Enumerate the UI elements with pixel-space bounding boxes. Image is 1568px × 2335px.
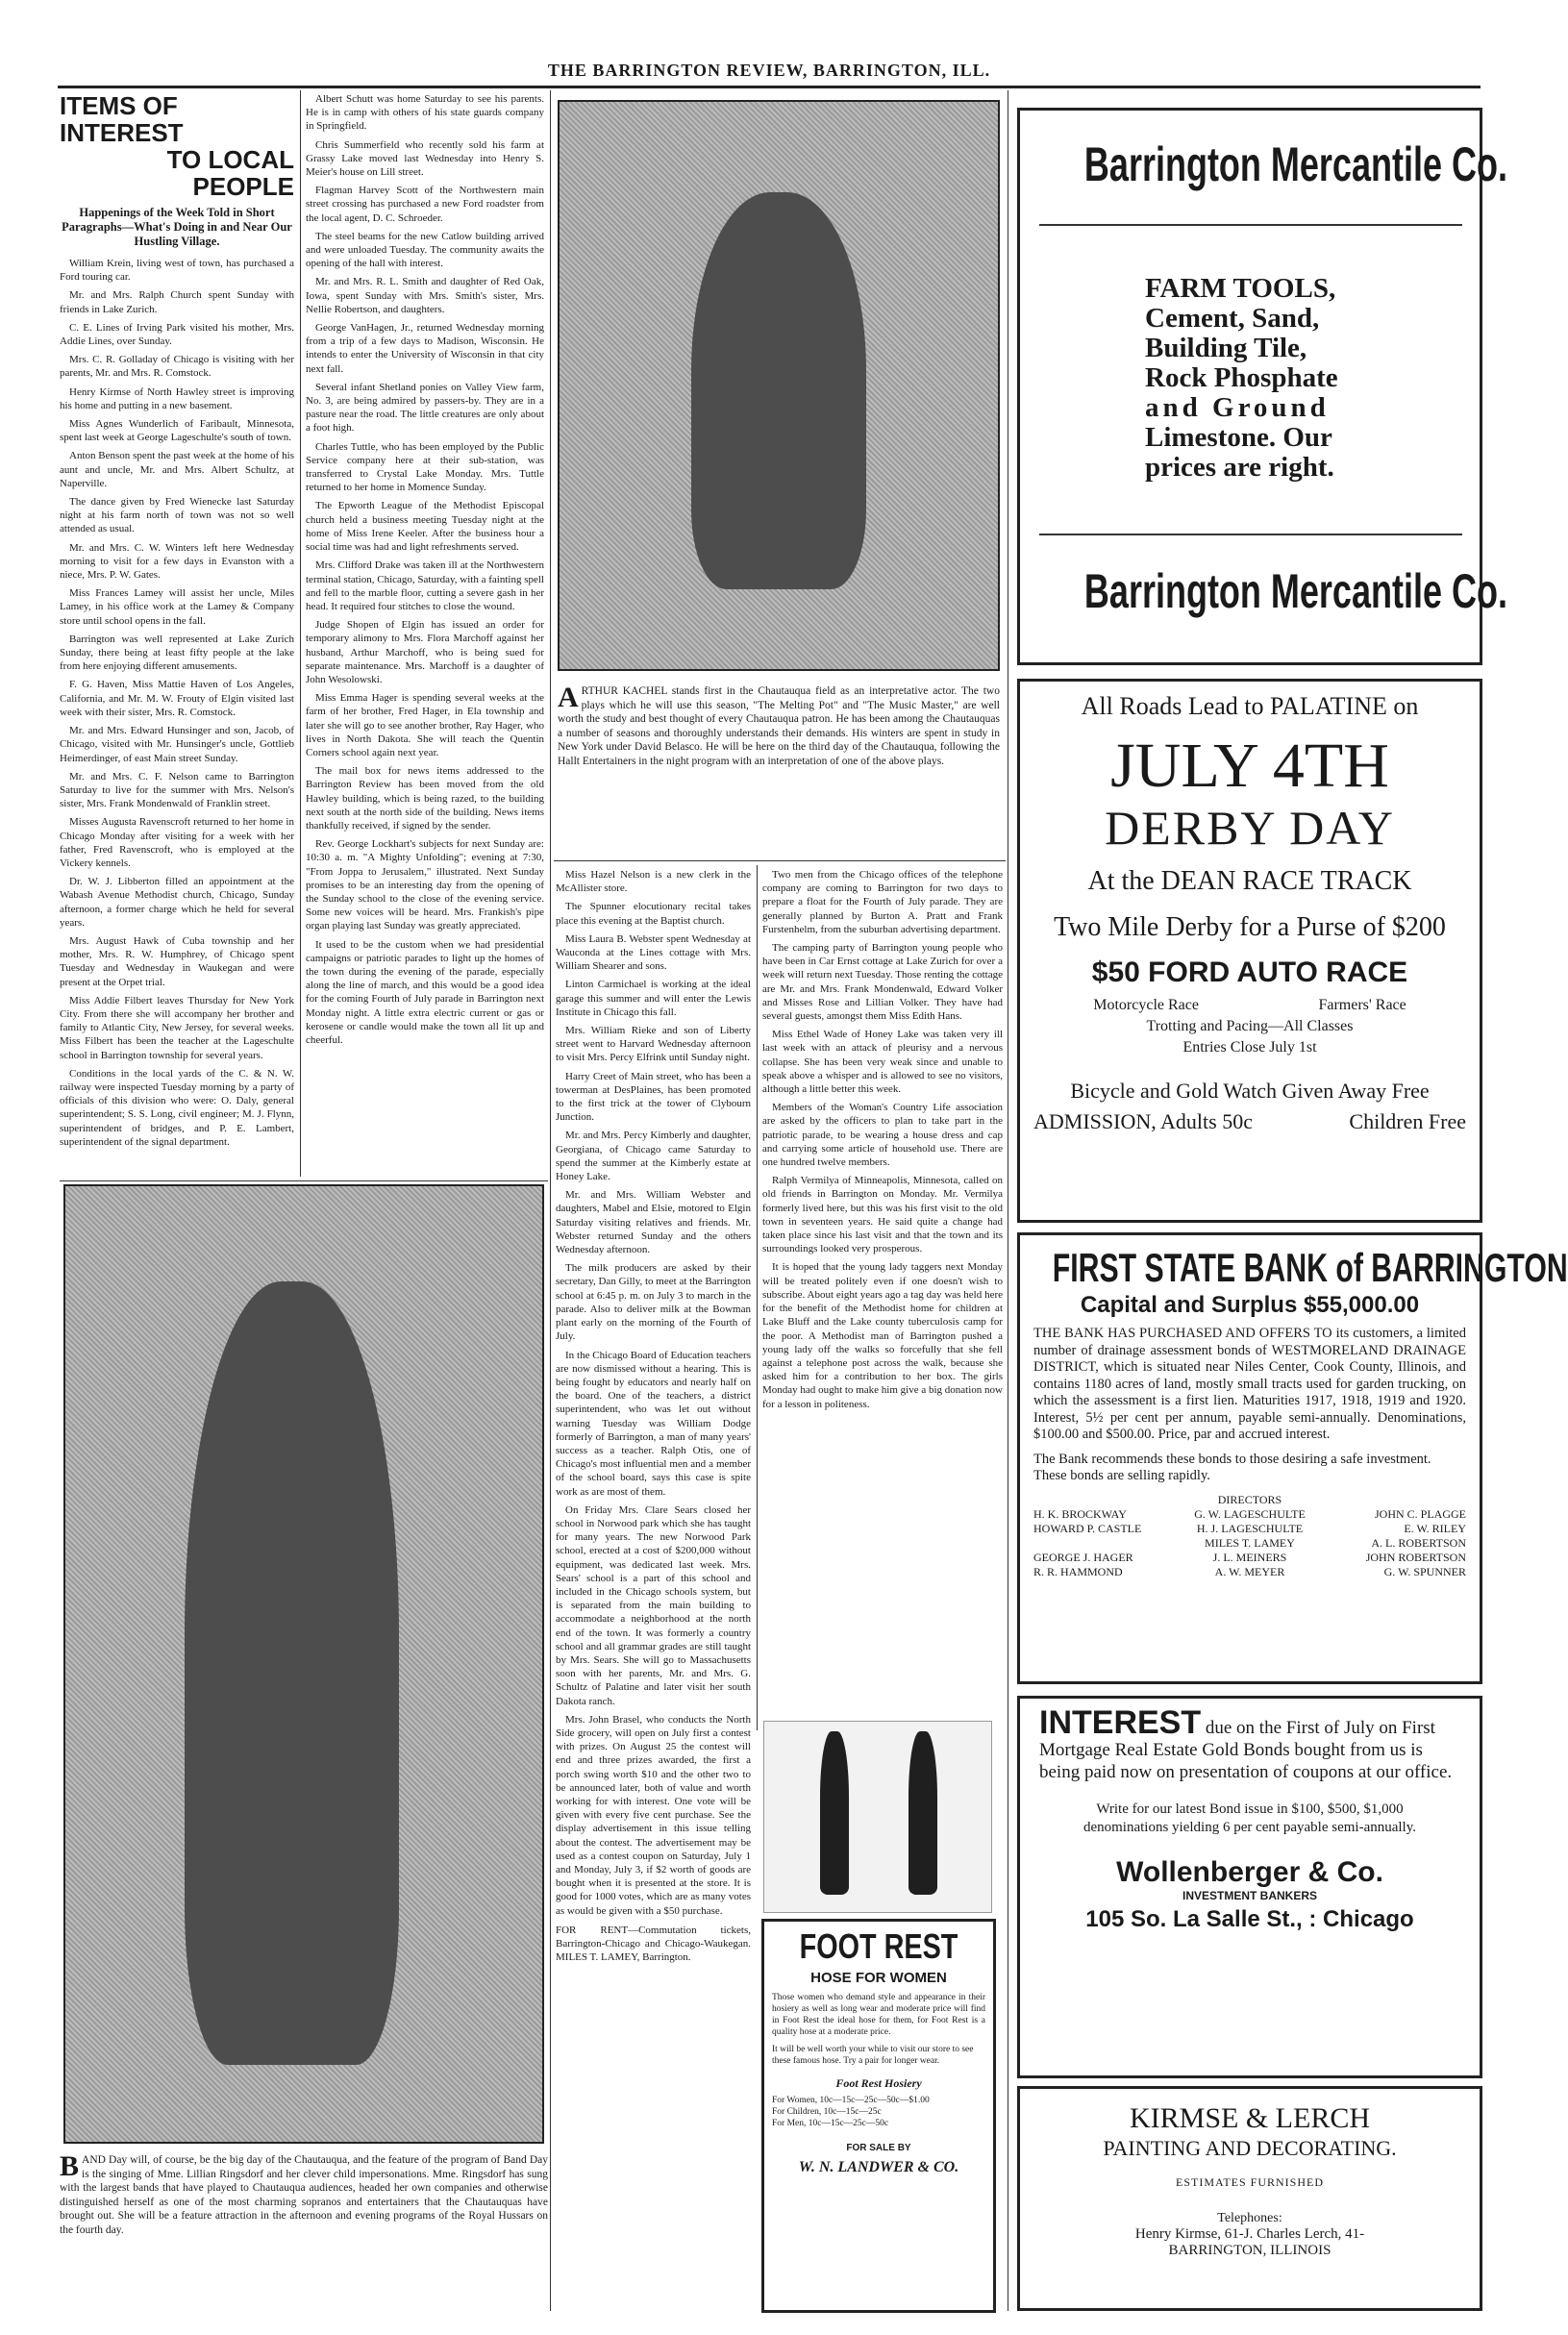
palatine-race1: Motorcycle Race [1093,997,1199,1013]
foot-rest-for-sale: FOR SALE BY [846,2143,911,2153]
bank-title: FIRST STATE BANK of BARRINGTON [1052,1245,1568,1290]
foot-rest-dealer: W. N. LANDWER & CO. [798,2159,959,2175]
news-paragraph: The dance given by Fred Wienecke last Saturday night at his farm north of town was not so well attended as usual. [60,496,294,535]
director-name: A. W. MEYER [1214,1564,1285,1578]
dropcap: A [558,682,579,713]
ad-palatine-derby-day [1017,679,1482,1223]
palatine-entries: Entries Close July 1st [1182,1039,1317,1056]
news-paragraph: The Epworth League of the Methodist Episcopal church held a business meeting Tuesday night at the home of Miss Irene Keeler. After the business hour a social time was had and light refreshments served. [306,500,544,554]
subhead: Happenings of the Week Told in Short Paragraphs—What's Doing in and Near Our Hustling Village. [62,206,292,248]
foot-rest-subtitle: HOSE FOR WOMEN [810,1970,947,1986]
director-name: H. K. BROCKWAY [1033,1506,1127,1521]
news-paragraph: The milk producers are asked by their secretary, Dan Gilly, to meet at the Barrington school at 6:45 p. m. on July 3 to march in the parade. Also to deliver milk at the Bowman plant early on the morning of the Fourth of July. [556,1262,751,1343]
director-name: MILES T. LAMEY [1205,1535,1295,1550]
portrait-caption [558,684,1000,856]
director-name: R. R. HAMMOND [1033,1564,1123,1578]
news-paragraph: Mr. and Mrs. R. L. Smith and daughter of Red Oak, Iowa, spent Sunday with Mrs. Smith's sister, Mrs. Nellie Robertson, and daughters. [306,276,544,315]
news-paragraph: Judge Shopen of Elgin has issued an order for temporary alimony to Mrs. Flora Marchoff against her husband, Arthur Marchoff, who is being sued for separate maintenance. Mrs. Marchoff is a daughter of John Wesolowski. [306,619,544,685]
palatine-children: Children Free [1349,1109,1466,1133]
column-local-items [60,92,294,1179]
mercantile-line-6: Limestone. Our [1145,422,1332,453]
news-paragraph: Mr. and Mrs. Ralph Church spent Sunday with friends in Lake Zurich. [60,289,294,315]
news-paragraph: Mrs. C. R. Golladay of Chicago is visiting with her parents, Mr. and Mrs. R. Comstock. [60,354,294,380]
bank-recommend: The Bank recommends these bonds to those desiring a safe investment. These bonds are selling rapidly. [1033,1451,1431,1483]
ad-kirmse-lerch [1017,2086,1482,2311]
director-name [1033,1536,1178,1551]
mercantile-line-1: FARM TOOLS, [1145,273,1336,304]
column-three-items [556,868,751,2310]
headline-to-local-people: TO LOCAL PEOPLE [166,145,294,201]
palatine-date: JULY 4TH [1110,731,1389,801]
bank-body: THE BANK HAS PURCHASED AND OFFERS TO its customers, a limited number of drainage assessment bonds of WESTMORELAND DRAINAGE DISTRICT, which is situated near Niles Center, Cook County, Illinois, and contains 1180 acres of land, mostly small tracts used for garden trucking, on which the assessment is a first lien. Maturities 1917, 1918, 1919 and 1920. Interest, 5½ per cent per annum, payable semi-annually. Denominations, $100.00 and $500.00. Price, par and accrued interest. [1033,1326,1466,1442]
news-paragraph: George VanHagen, Jr., returned Wednesday morning from a trip of a few days to Madison, Wisconsin. He intends to enter the University of Wisconsin in that city next fall. [306,322,544,375]
news-paragraph: Members of the Woman's Country Life association are asked by the officers to plan to take part in the patriotic parade, to be wearing a house dress and cap and carrying some article of household use. There are one hundred twelve members. [762,1102,1003,1169]
interest-bankers: INVESTMENT BANKERS [1182,1889,1317,1902]
palatine-race3: Trotting and Pacing—All Classes [1146,1018,1354,1034]
news-paragraph: Albert Schutt was home Saturday to see his parents. He is in camp with others of his state guards company in Springfield. [306,93,544,133]
mercantile-line-2: Cement, Sand, [1145,303,1320,334]
news-paragraph: Barrington was well represented at Lake Zurich Sunday, there being at least fifty people at the lake from here enjoying different amusements. [60,633,294,673]
palatine-place: At the DEAN RACE TRACK [1087,866,1412,896]
news-paragraph: Linton Carmichael is working at the ideal garage this summer and will enter the Lewis Institute in Chicago this fall. [556,979,751,1018]
bank-capital: Capital and Surplus $55,000.00 [1080,1292,1420,1318]
interest-company: Wollenberger & Co. [1116,1856,1383,1888]
interest-line2: Write for our latest Bond issue in $100, $500, $1,000 denominations yielding 6 per cent payable semi-annually. [1083,1801,1416,1835]
interest-address: 105 So. La Salle St., : Chicago [1085,1906,1414,1932]
director-name: A. L. ROBERTSON [1371,1535,1466,1550]
news-paragraph: Miss Hazel Nelson is a new clerk in the McAllister store. [556,869,751,895]
palatine-bicycle: Bicycle and Gold Watch Given Away Free [1070,1079,1430,1103]
news-paragraph: Miss Frances Lamey will assist her uncle, Miles Lamey, in his office work at the Lamey & Company store until school opens in the fall. [60,587,294,627]
caption-text: AND Day will, of course, be the big day of the Chautauqua, and the feature of the program of Band Day is the singing of Mme. Lillian Ringsdorf and her clever child impersonations. Mme. Ringsdorf has sung with the largest bands that have played to Chautauqua audiences, headed her own companies and otherwise distinguished herself as one of the most charming sopranos and entertainers that the Chautauquas have brought out. She will be a feature attraction in the afternoon and evening programs of the Royal Hussars on the fourth day. [60,2154,548,2236]
director-name: HOWARD P. CASTLE [1033,1521,1142,1535]
news-paragraph: Two men from the Chicago offices of the telephone company are coming to Barrington for two days to prepare a float for the Fourth of July parade. They are generally planned by Burton A. Pratt and Frank Furstenhelm, from the suburban advertising department. [762,869,1003,935]
director-row [1033,1507,1466,1522]
bank-directors-list [1033,1507,1466,1579]
news-paragraph: C. E. Lines of Irving Park visited his mother, Mrs. Addie Lines, over Sunday. [60,321,294,348]
news-paragraph: The Spunner elocutionary recital takes place this evening at the Baptist church. [556,901,751,927]
newspaper-masthead: THE BARRINGTON REVIEW, BARRINGTON, ILL. [58,56,1481,88]
news-paragraph: Mr. and Mrs. William Webster and daughters, Mabel and Elsie, motored to Elgin Saturday visiting relatives and friends. Mr. Webster returned Sunday and the others Wednesday afternoon. [556,1189,751,1256]
news-paragraph: Anton Benson spent the past week at the home of his aunt and uncle, Mr. and Mrs. Albert Schultz, at Naperville. [60,450,294,489]
mercantile-line-4: Rock Phosphate [1145,362,1338,393]
news-paragraph: Ralph Vermilya of Minneapolis, Minnesota, called on old friends in Barrington on Monday. Mr. Vermilya formerly lived here, but this was his first visit to the old town in seventeen years. He said quite a change had taken place since his last visit and that the town and its surroundings looked very prosperous. [762,1175,1003,1255]
news-paragraph: Conditions in the local yards of the C. & N. W. railway were inspected Tuesday morning by a party of officials of this division who were: O. Daly, general superintendent; S. S. Long, civil engineer; M. J. Flynn, superintendent of bridges, and P. E. Lambert, superintendent of the signal department. [60,1067,294,1148]
column-rule [300,90,301,1177]
ad-foot-rest [761,1919,996,2313]
news-paragraph: Harry Creet of Main street, who has been a towerman at DesPlaines, has been promoted to the first trick at the tower of Clybourn Junction. [556,1070,751,1124]
foot-rest-price-3: For Men, 10c—15c—25c—50c [772,2119,889,2128]
news-paragraph: Charles Tuttle, who has been employed by the Public Service company here at their sub-station, was transferred to Crystal Lake Monday. Mrs. Tuttle returned to her home in Momence Sunday. [306,440,544,494]
column-rule [550,90,551,2311]
director-row [1033,1565,1466,1579]
ad-barrington-mercantile [1017,108,1507,665]
ad-first-state-bank [1017,1232,1568,1684]
news-paragraph: Mr. and Mrs. Edward Hunsinger and son, Jacob, of Chicago, visited with Mr. Hunsinger's uncle, Gottlieb Heimerdinger, of east Main street Sunday. [60,725,294,764]
mercantile-name-top: Barrington Mercantile Co. [1083,137,1507,191]
director-name: J. L. MEINERS [1212,1550,1287,1564]
news-paragraph: Misses Augusta Ravenscroft returned to her home in Chicago Monday after visiting for a week with her father, Fred Ravenscroft, who is employed at the Vickery kennels. [60,816,294,869]
palatine-line1: All Roads Lead to PALATINE on [1081,692,1419,720]
news-paragraph: Mrs. John Brasel, who conducts the North Side grocery, will open on July first a contest with prizes. On August 25 the contest will end and three prizes awarded, the first a porch swing worth $10 and the other two to be announced later, both of value and worth working for with interest. One vote will be given with every five cent purchase. See the display advertisement in this issue telling about the contest. The advertisement may be used as a contest coupon on Saturday, July 1 and Monday, July 3, if $2 worth of goods are bought when it is presented at the store. It is good for 1000 votes, which are as many votes as would be given with a $50 purchase. [556,1713,751,1917]
kirmse-tel-head: Telephones: [1217,2211,1282,2225]
mercantile-line-5: and Ground [1145,392,1330,423]
kirmse-tel: Henry Kirmse, 61-J. Charles Lerch, 41- [1134,2226,1365,2242]
news-paragraph: Mrs. Clifford Drake was taken ill at the Northwestern terminal station, Chicago, Saturday, with a fainting spell and fell to the marble floor, cutting a severe gash in her head. It required four stitches to close the wound. [306,559,544,612]
foot-rest-price-head: Foot Rest Hosiery [835,2076,922,2090]
headline-items-of-interest: ITEMS OF INTEREST [60,91,184,147]
news-paragraph: It used to be the custom when we had presidential campaigns or patriotic parades to light up the homes of the town during the evening of the parade, especially along the line of march, and this would be a good idea for the coming Fourth of July parade in Barrington next Monday night. A little extra electric current or gas or kerosene or candle would make the town all lit up and cheerful. [306,938,544,1046]
news-paragraph: Miss Addie Filbert leaves Thursday for New York City. From there she will accompany her brother and family to Atlantic City, New Jersey, for several weeks. Miss Filbert has been the teacher at the Lageschulte school in Barrington township for several years. [60,994,294,1061]
news-paragraph: Mrs. William Rieke and son of Liberty street went to Harvard Wednesday afternoon to visit Mrs. Percy Elfrink until Sunday night. [556,1025,751,1064]
news-paragraph: The camping party of Barrington young people who have been in Car Ernst cottage at Lake Zurich for over a week will return next Tuesday. Those renting the cottage are Mr. and Mrs. Frank Mondenwald, Edward Volker and Misses Rose and Lillian Volker. They have had several guests, amongst them Miss Edith Hans. [762,942,1003,1023]
news-paragraph: In the Chicago Board of Education teachers are now dismissed without a hearing. This is being fought by educators and nearly half on the board. One of the teachers, a district superintendent, who was let out without warning Tuesday was William Dodge formerly of Barrington, a man of many years' success as a teacher. Ralph Otis, one of Chicago's most influential men and a member of the school board, says this case is spite work as are most of them. [556,1349,751,1498]
mercantile-name-bottom: Barrington Mercantile Co. [1083,564,1507,618]
news-paragraph: Miss Laura B. Webster spent Wednesday at Wauconda at the Lines cottage with Mrs. William Shearer and sons. [556,932,751,973]
foot-rest-body2: It will be well worth your while to visit our store to see these famous hose. Try a pair for longer wear. [772,2045,974,2066]
news-paragraph: Several infant Shetland ponies on Valley View farm, No. 3, are being admired by passers-by. They are in a pasture near the road. The little creatures are only about a foot high. [306,381,544,435]
director-name: G. W. LAGESCHULTE [1194,1506,1306,1521]
news-paragraph: On Friday Mrs. Clare Sears closed her school in Norwood park which she has taught for many years. The new Norwood Park school, erected at a cost of $200,000 without equipment, was dedicated last week. Mrs. Sears' school is a part of this school and included in the Chicago schools system, but is separated from the main building to accommodate a neighborhood at the north end of the town. It was formerly a country school and all grammar grades are still taught by Mrs. Sears. She will go to Massachusetts soon with her parents, Mr. and Mrs. G. Schultz of Palatine and later visit her south Dakota ranch. [556,1503,751,1707]
news-paragraph: It is hoped that the young lady taggers next Monday will be treated politely even if one doesn't wish to subscribe. About eight years ago a tag day was held here for the benefit of the Methodist home for children at Lake Bluff and the Lake county tuberculosis camp for the poor. A Methodist man of Barrington pushed a young lady off the walks so forcefully that she fell against a telephone post across the walk, because she asked him for a contribution to her box. The girls Monday had ought to make him give a big donation now for a lesson in politeness. [762,1261,1003,1410]
caption-text: RTHUR KACHEL stands first in the Chautauqua field as an interpretative actor. The two plays which he will use this season, "The Melting Pot" and "The Music Master," are well worth the study and best thought of every Chautauqua patron. He has been among the Chautauquas a number of seasons and thoroughly understands their demands. His winters are spent in study in New York under David Belasco. He will be here on the third day of the Chautauqua, following the Hallt Entertainers in the night program with an interpretation of one of the above plays. [558,685,1000,767]
director-name: JOHN ROBERTSON [1365,1550,1466,1564]
news-paragraph: Henry Kirmse of North Hawley street is improving his home and putting in a new basement. [60,385,294,411]
palatine-ford-race: $50 FORD AUTO RACE [1091,956,1408,988]
news-paragraph: Miss Emma Hager is spending several weeks at the farm of her brother, Fred Hager, in Ela township and later she will go to see another brother, Ray Hager, who lives in North Dakota. She will teach the Quentin Corners school again next year. [306,692,544,758]
news-paragraph: The mail box for news items addressed to the Barrington Review has been moved from the old Hawley building, which is being razed, to the building next south at the north side of the building. News items thankfully received, if signed by the sender. [306,765,544,832]
palatine-admission: ADMISSION, Adults 50c [1033,1109,1253,1133]
col4-paragraphs [762,868,1003,1411]
director-name: GEORGE J. HAGER [1033,1550,1133,1564]
photo-lillian-ringsdorf [63,1184,544,2144]
foot-rest-title: FOOT REST [799,1926,958,1966]
foot-rest-price-1: For Women, 10c—15c—25c—50c—$1.00 [772,2096,930,2105]
bank-directors-head: DIRECTORS [1217,1492,1282,1506]
interest-head: INTEREST [1039,1704,1202,1741]
foot-rest-illustration [763,1721,992,1913]
kirmse-trade: PAINTING AND DECORATING. [1103,2136,1397,2160]
dropcap: B [60,2150,80,2182]
director-name: E. W. RILEY [1404,1521,1466,1535]
news-paragraph: The steel beams for the new Catlow building arrived and were unloaded Tuesday. The community awaits the opening of the hall with interest. [306,230,544,270]
column-rule [757,865,758,1730]
ad-wollenberger-interest [1017,1696,1482,2078]
mercantile-line-7: prices are right. [1145,452,1334,483]
interest-line1: due on the First of July on First Mortgage Real Estate Gold Bonds bought from us is being paid now on presentation of coupons at our office. [1039,1718,1453,1782]
column-news-items [306,92,544,1179]
director-name: JOHN C. PLAGGE [1374,1506,1466,1521]
news-paragraph: Dr. W. J. Libberton filled an appointment at the Wabash Avenue Methodist church, Chicago, Sunday afternoon, a former charge which he held for several years. [60,876,294,929]
column-four-items [762,868,1003,1714]
palatine-event: DERBY DAY [1105,801,1395,855]
news-paragraph: Mr. and Mrs. C. F. Nelson came to Barrington Saturday to live for the summer with Mrs. Nelson's sister, Mrs. Frank Mondenwald of Franklin street. [60,770,294,810]
section-rule [554,860,1006,861]
foot-rest-body: Those women who demand style and appearance in their hosiery as well as long wear and moderate price will find in Foot Rest the ideal hose for them, for Foot Rest is a quality hose at a moderate price. [772,1993,985,2037]
palatine-purse: Two Mile Derby for a Purse of $200 [1054,912,1446,942]
portrait-photo-arthur-kachel [558,100,1000,671]
news-paragraph: Mrs. August Hawk of Cuba township and her mother, Mrs. R. W. Humphrey, of Chicago spent Tuesday and Wednesday in Waukegan and were present at the Orpet trial. [60,934,294,988]
director-row [1033,1551,1466,1565]
kirmse-estimates: ESTIMATES FURNISHED [1175,2175,1324,2189]
kirmse-name: KIRMSE & LERCH [1129,2102,1371,2134]
foot-rest-price-2: For Children, 10c—15c—25c [772,2107,882,2117]
col2-paragraphs [306,92,544,1047]
news-paragraph: William Krein, living west of town, has purchased a Ford touring car. [60,258,294,284]
news-paragraph: Miss Ethel Wade of Honey Lake was taken very ill last week with an attack of pleurisy and a nervous collapse. She has been very weak since and unable to speak above a whisper and is allowed to see no visitors, although a little better this week. [762,1029,1003,1096]
kirmse-city: BARRINGTON, ILLINOIS [1168,2243,1332,2258]
director-row [1033,1522,1466,1536]
director-name: G. W. SPUNNER [1383,1564,1466,1578]
news-paragraph: Rev. George Lockhart's subjects for next Sunday are: 10:30 a. m. "A Mighty Unfolding"; evening at 7:30, "From Joppa to Jerusalem," illustrated. Next Sunday promises to be an interesting day from the opening of the Sunday school to the close of the evening service. Some new voices will be heard. Mrs. Frankish's pipe organ playing last Sunday was greatly appreciated. [306,838,544,932]
news-paragraph: F. G. Haven, Miss Mattie Haven of Los Angeles, California, and Mr. M. W. Frouty of Elgin visited last week with their sister, Mrs. R. Comstock. [60,679,294,718]
for-rent-notice: FOR RENT—Commutation tickets, Barrington-Chicago and Chicago-Waukegan. MILES T. LAMEY, Barrington. [556,1924,751,1964]
section-rule [60,1180,548,1181]
band-day-caption [60,2150,548,2307]
col1-paragraphs [60,257,294,1149]
mercantile-line-3: Building Tile, [1145,333,1307,363]
col3-paragraphs [556,868,751,1918]
news-paragraph: Mr. and Mrs. C. W. Winters left here Wednesday morning to visit for a few days in Evanston with a niece, Mrs. P. W. Gates. [60,541,294,582]
news-paragraph: Miss Agnes Wunderlich of Faribault, Minnesota, spent last week at George Lageschulte's south of town. [60,418,294,444]
palatine-race2: Farmers' Race [1318,997,1406,1013]
news-paragraph: Chris Summerfield who recently sold his farm at Grassy Lake moved last Wednesday into Henry S. Meier's house on Lill street. [306,138,544,179]
news-paragraph: Flagman Harvey Scott of the Northwestern main street crossing has purchased a new Ford roadster from the local agent, D. C. Schroeder. [306,185,544,224]
news-paragraph: Mr. and Mrs. Percy Kimberly and daughter, Georgiana, of Chicago came Saturday to spend the summer at the Kimberly estate at Honey Lake. [556,1130,751,1183]
director-row [1033,1536,1466,1551]
director-name: H. J. LAGESCHULTE [1196,1521,1304,1535]
